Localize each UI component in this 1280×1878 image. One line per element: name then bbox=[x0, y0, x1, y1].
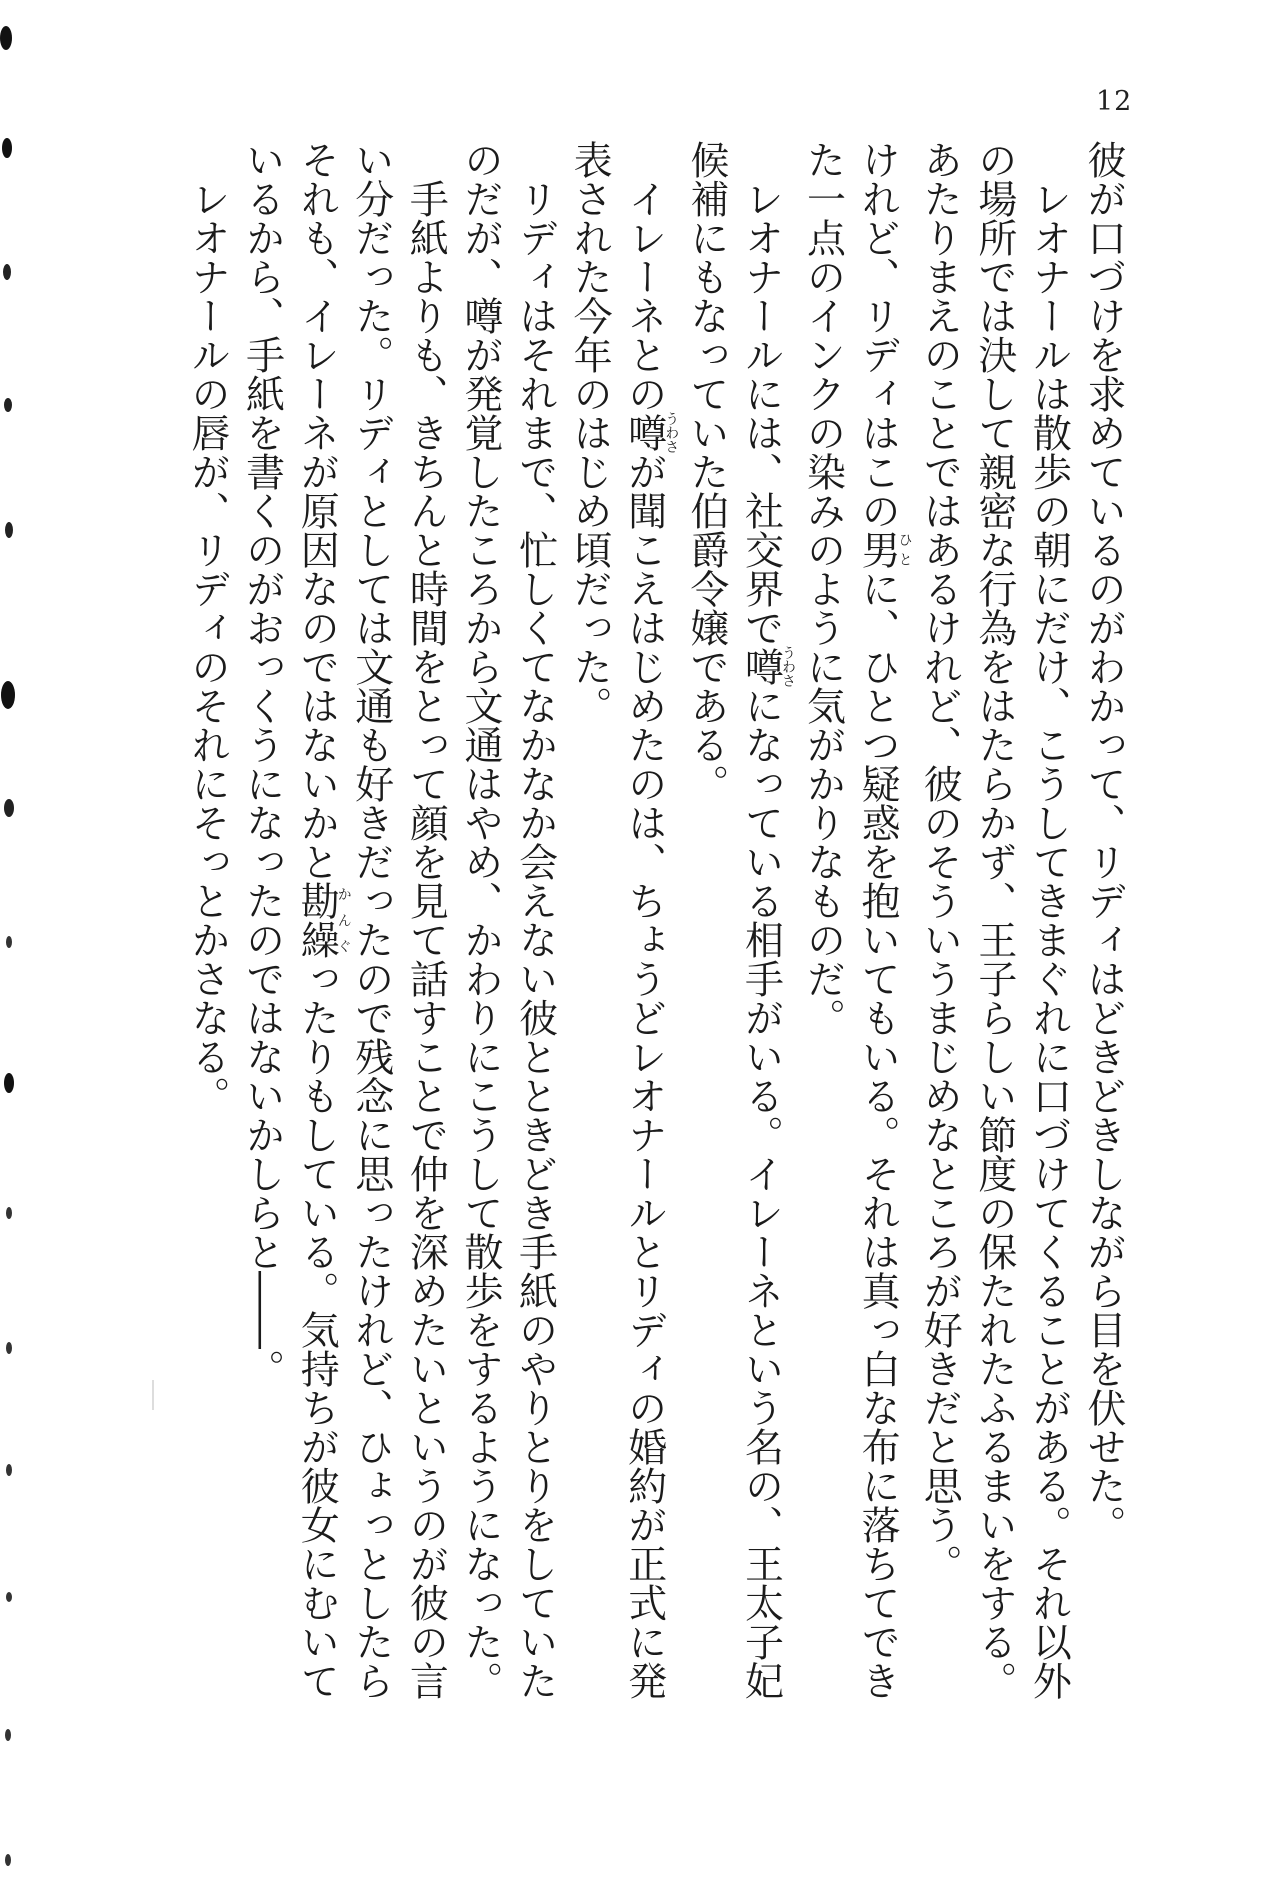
text-run: が聞こえはじめたのは、ちょうどレオナールとリディの婚約が正式に発表された今年のはじめ頃だった。 bbox=[567, 140, 667, 1700]
ruby-word bbox=[294, 881, 352, 959]
ruby-reading: うわさ bbox=[663, 411, 680, 454]
paragraph bbox=[1075, 140, 1130, 1700]
page-number: 12 bbox=[1096, 86, 1133, 117]
ruby-base: 噂 bbox=[621, 411, 667, 454]
body-text bbox=[182, 140, 1130, 1700]
text-run: けれど、リディはこの bbox=[855, 140, 901, 530]
paragraph bbox=[182, 140, 234, 1700]
ruby-reading: うわさ bbox=[779, 645, 796, 688]
binding-mark bbox=[0, 26, 12, 50]
binding-mark bbox=[6, 936, 12, 948]
text-run: になっている相手がいる。イレーネという名の、王太子妃候補にもなっていた伯爵令嬢である。 bbox=[683, 140, 784, 1700]
binding-mark bbox=[1, 681, 15, 709]
paragraph bbox=[452, 140, 561, 1700]
ruby-base: 男 bbox=[855, 530, 901, 569]
text-run: 手紙よりも、きちんと時間をとって顔を見て話すことで仲を深めたいというのが彼の言い分だった。リディとしては文通も好きだったので残念に思ったけれど、ひょっとしたらそれも、イレーネが原因なのではないかと bbox=[294, 140, 449, 1700]
text-run: レオナールの唇が、リディのそれにそっとかさなる。 bbox=[185, 179, 230, 1115]
binding-mark bbox=[2, 138, 12, 158]
binding-mark bbox=[5, 1854, 11, 1866]
binding-mark bbox=[5, 1729, 11, 1741]
binding-mark bbox=[6, 1207, 12, 1219]
binding-mark bbox=[6, 1342, 12, 1354]
ruby-word bbox=[855, 530, 913, 569]
text-run: 彼が口づけを求めているのがわかって、リディはどきどきしながら目を伏せた。 bbox=[1081, 140, 1126, 1544]
scan-dust bbox=[150, 1380, 156, 1410]
binding-mark bbox=[4, 799, 14, 817]
ruby-base: 勘繰 bbox=[294, 881, 340, 959]
text-run: ったりもしている。気持ちが彼女にむいているから、手紙を書くのがおっくうになったのではないかしらと――。 bbox=[239, 140, 340, 1700]
paragraph bbox=[678, 140, 795, 1700]
paragraph bbox=[912, 140, 1076, 1700]
paragraph bbox=[795, 140, 912, 1700]
ruby-reading: ひと bbox=[896, 530, 913, 569]
binding-edge-marks bbox=[0, 0, 26, 1878]
ruby-word bbox=[738, 645, 796, 688]
text-run: リディはそれまで、忙しくてなかなか会えない彼とときどき手紙のやりとりをしていたのだが、噂が発覚したころから文通はやめ、かわりにこうして散歩をするようになった。 bbox=[457, 140, 558, 1700]
paragraph bbox=[234, 140, 452, 1700]
binding-mark bbox=[6, 1464, 12, 1476]
ruby-base: 噂 bbox=[738, 645, 784, 688]
text-run: に、ひとつ疑惑を抱いてもいる。それは真っ白な布に落ちてできた一点のインクの染みのように気がかりなものだ。 bbox=[800, 140, 901, 1700]
text-run: イレーネとの bbox=[621, 179, 667, 413]
binding-mark bbox=[4, 398, 12, 412]
paragraph bbox=[562, 140, 679, 1700]
text-run: レオナールには、社交界で bbox=[738, 179, 784, 647]
text-run: レオナールは散歩の朝にだけ、こうしてきまぐれに口づけてくることがある。それ以外の場所では決して親密な行為をはたらかず、王子らしい節度の保たれたふるまいをする。あたりまえのことではあるけれど、彼のそういうまじめなところが好きだと思う。 bbox=[917, 140, 1072, 1700]
binding-mark bbox=[5, 522, 13, 538]
binding-mark bbox=[3, 264, 11, 280]
ruby-word bbox=[621, 411, 680, 454]
binding-mark bbox=[6, 1592, 12, 1602]
binding-mark bbox=[4, 1073, 14, 1093]
ruby-reading: かんぐ bbox=[335, 881, 352, 959]
